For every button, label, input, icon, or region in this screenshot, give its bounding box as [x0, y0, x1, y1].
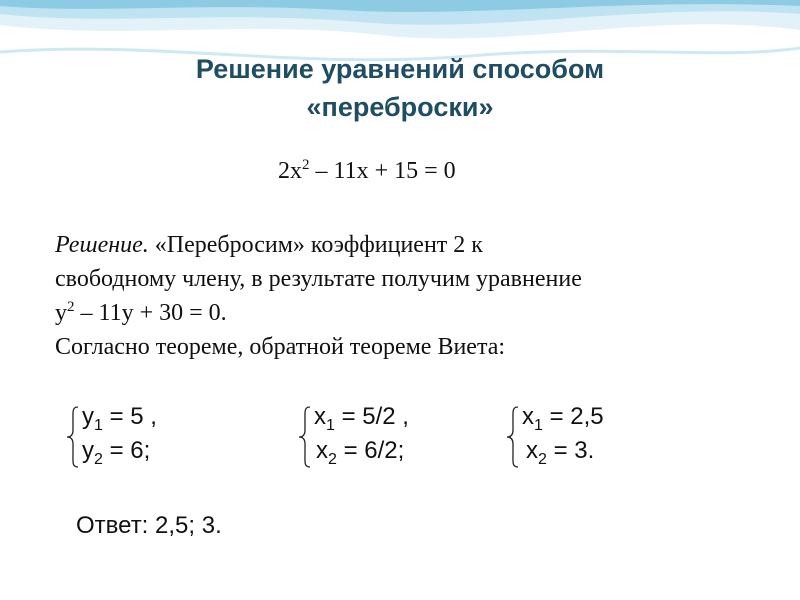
system-row: $y_1 = 5$ ,	[82, 403, 157, 434]
solution-line-1: «Перебросим» коэффициент 2 к	[148, 232, 483, 258]
curly-brace-icon	[506, 406, 520, 468]
solution-line-2: свободному члену, в результате получим уравнение	[55, 266, 582, 292]
slide-title	[0, 50, 800, 126]
solution-text	[55, 228, 775, 364]
answer-text: Ответ: 2,5; 3.	[76, 512, 222, 539]
system-row: $x_1 = 5/2$ ,	[314, 403, 409, 434]
derived-equation-power: 2	[67, 299, 75, 315]
curly-brace-icon	[66, 406, 80, 468]
derived-equation-var: y	[55, 300, 67, 326]
system-row: $x_2 = 6/2$;	[316, 437, 405, 468]
system-row: $y_2 = 6$;	[82, 437, 151, 468]
main-equation	[278, 158, 456, 185]
title-line-2: «переброски»	[306, 92, 494, 122]
equation-term-a: 2x	[278, 158, 302, 184]
curly-brace-icon	[298, 406, 312, 468]
system-row: $x_2 = 3$.	[526, 437, 595, 468]
solution-line-4: Согласно теореме, обратной теореме Виета:	[55, 334, 506, 360]
equation-power: 2	[302, 157, 310, 173]
title-line-1: Решение уравнений способом	[195, 54, 605, 84]
system-row: $x_1 = 2,5$	[522, 403, 604, 434]
solution-label: Решение.	[55, 232, 149, 258]
derived-equation-rest: – 11y + 30 = 0.	[74, 300, 227, 326]
equation-rest: – 11x + 15 = 0	[309, 158, 456, 184]
